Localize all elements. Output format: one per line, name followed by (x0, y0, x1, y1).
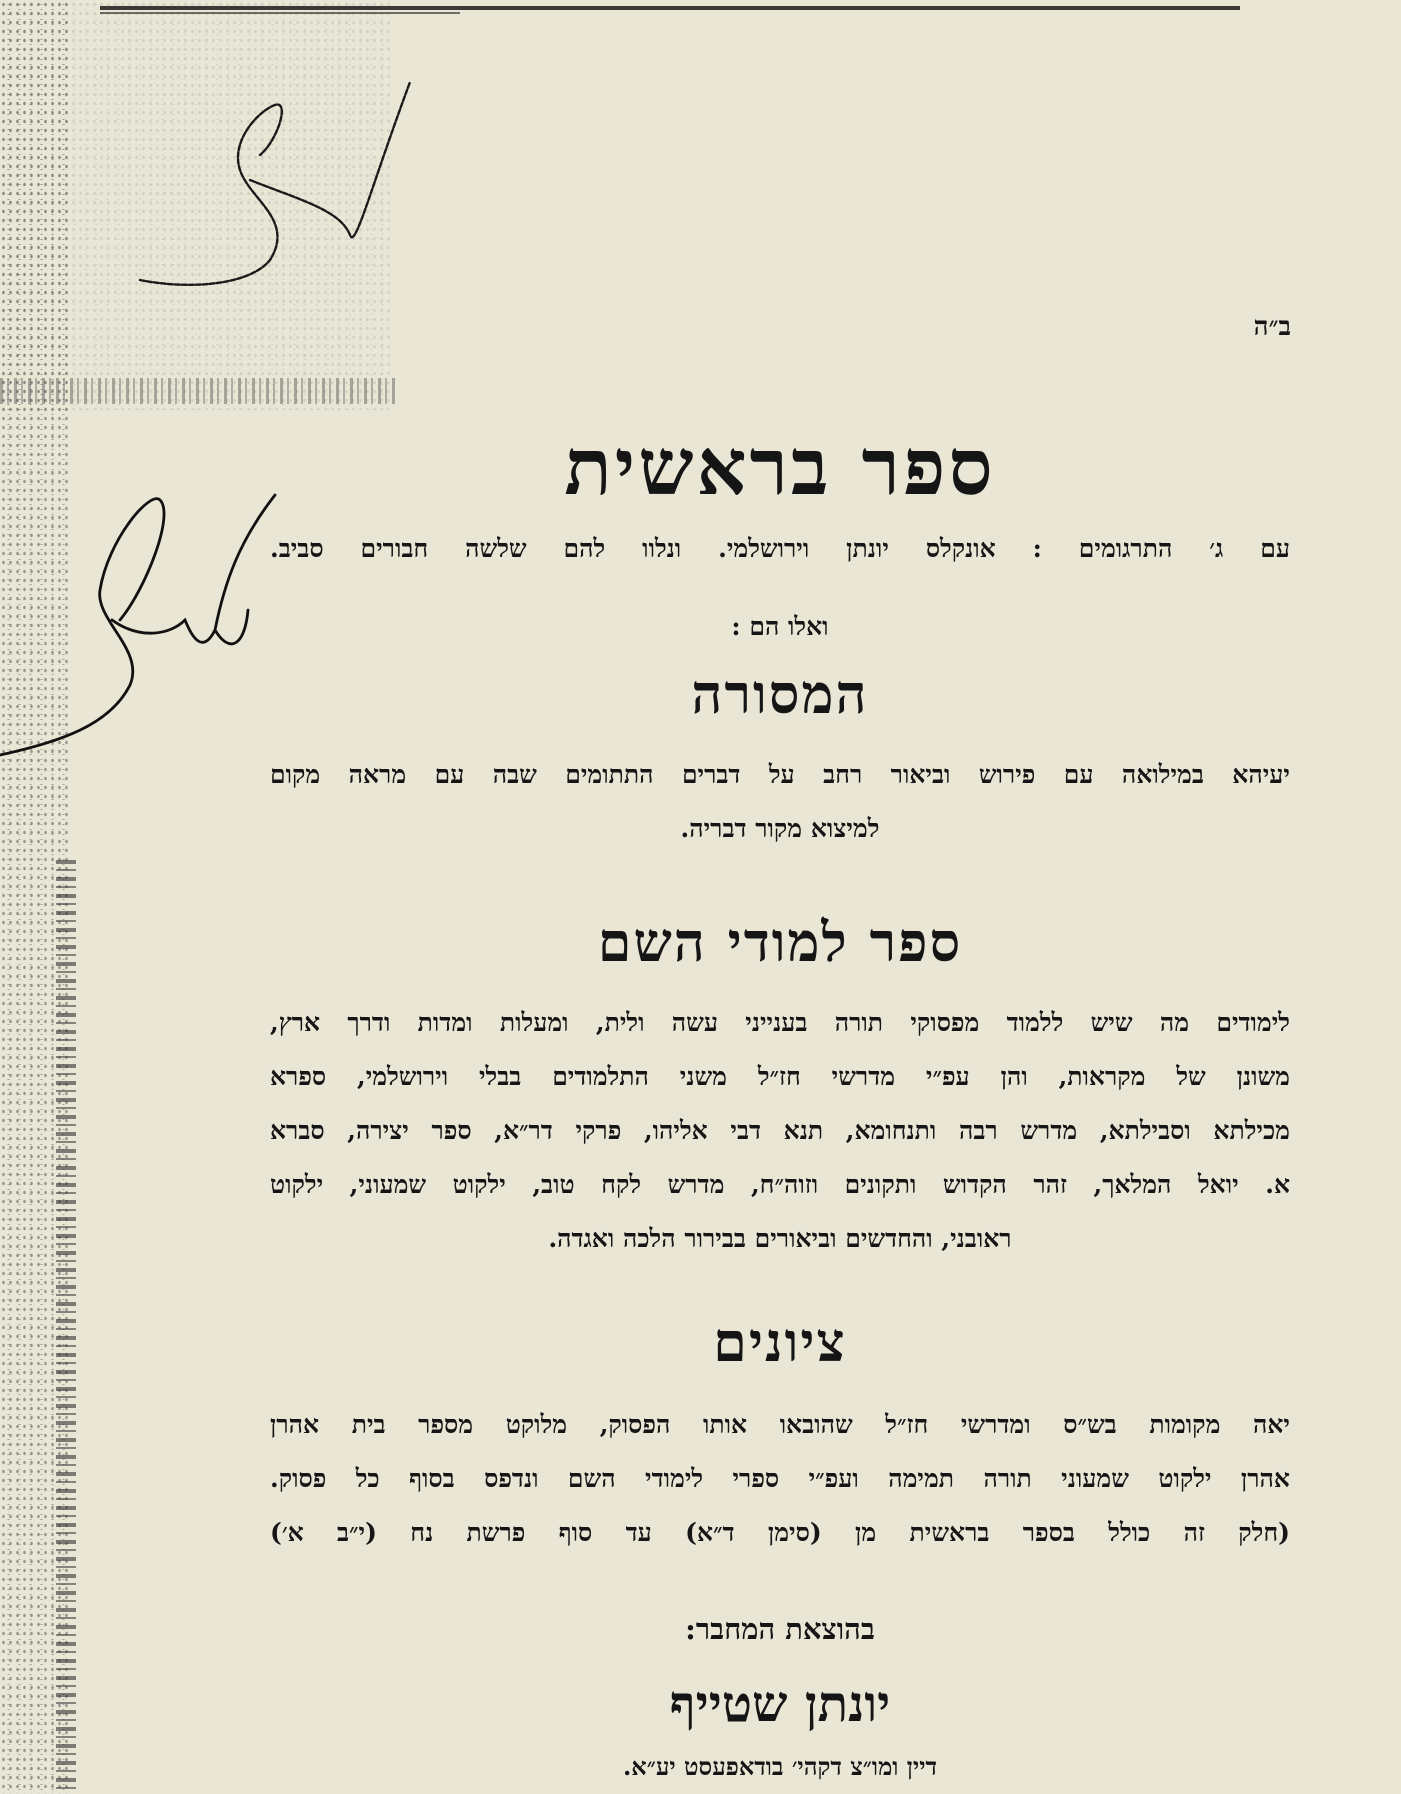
scan-artifact-strip (0, 378, 395, 404)
author-name: יונתן שטייף (669, 1674, 891, 1733)
paragraph-line: אהרן ילקוט שמעוני תורה תמימה ועפ״י ספרי לימודי השם ונדפס בסוף כל פסוק. (270, 1464, 1290, 1493)
handwritten-signature-middle (0, 480, 300, 770)
paragraph-line: יאה מקומות בש״ס ומדרשי חז״ל שהובאו אותו הפסוק, מלוקט מספר בית אהרן (270, 1410, 1290, 1439)
section-heading-sefer-limudei-hashem: ספר למודי השם (597, 910, 963, 974)
paragraph-line: מכילתא וסבילתא, מדרש רבה ותנחומא, תנא דבי אליהו, פרקי דר״א, ספר יצירה, סברא (270, 1116, 1290, 1145)
paragraph-line: לימודים מה שיש ללמוד מפסוקי תורה בענייני עשה ולית, ומעלות ומדות ודרך ארץ, (270, 1008, 1290, 1037)
subtitle-line: עם ג׳ התרגומים : אונקלס יונתן וירושלמי. ונלוו להם שלשה חבורים סביב. (270, 534, 1290, 563)
paragraph-line: א. יואל המלאך, זהר הקדוש ותקונים וזוה״ח, מדרש לקח טוב, ילקוט שמעוני, ילקוט (270, 1170, 1290, 1199)
paragraph-line: ראובני, והחדשים וביאורים בבירור הלכה ואגדה. (548, 1224, 1012, 1253)
section-heading-masora: המסורה (691, 662, 869, 726)
paragraph-line: יעיהא במילואה עם פירוש וביאור רחב על דברים התתומים שבה עם מראה מקום (270, 760, 1290, 789)
handwritten-signature-top (100, 70, 430, 290)
top-border-rule-secondary (100, 12, 460, 14)
section-paragraph-sefer-limudei-hashem (270, 996, 1290, 1266)
bh-mark: ב״ה (1253, 312, 1291, 342)
paragraph-line: משונן של מקראות, והן עפ״י מדרשי חז״ל משני התלמודים בבלי וירושלמי, ספרא (270, 1062, 1290, 1091)
top-border-rule (100, 6, 1240, 10)
paragraph-line: למיצוא מקור דבריה. (680, 814, 880, 843)
scan-artifact-vertical (56, 860, 76, 1790)
section-paragraph-masora (270, 748, 1290, 856)
author-title: דיין ומו״צ דקהי׳ בודאפעסט יע״א. (622, 1752, 938, 1781)
and-these-label: ואלו הם : (731, 612, 829, 641)
publisher-line: בהוצאת המחבר: (685, 1612, 875, 1646)
section-paragraph-tziunim (270, 1398, 1290, 1560)
paragraph-line: (חלק זה כולל בספר בראשית מן (סימן ד״א) עד סוף פרשת נח (י״ב א׳) (270, 1518, 1290, 1547)
book-title: ספר בראשית (564, 422, 996, 513)
section-heading-tziunim: ציונים (713, 1310, 847, 1374)
